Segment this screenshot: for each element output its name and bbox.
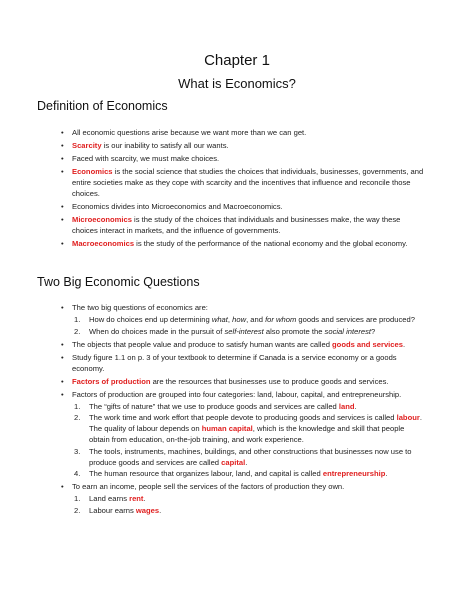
list-item: • Microeconomics is the study of the choices that individuals and businesses make, the way these choices interact in markets, and the influence of governments. bbox=[56, 215, 426, 237]
sub-list-item: 1. How do choices end up determining what, how, and for whom goods and services are produced? bbox=[74, 314, 415, 324]
term: Scarcity bbox=[72, 141, 102, 151]
term: Factors of production bbox=[72, 376, 151, 386]
list-item: • Faced with scarcity, we must make choices. bbox=[56, 154, 426, 165]
term: Economics bbox=[72, 167, 113, 177]
list-item: • Economics divides into Microeconomics and Macroeconomics. bbox=[56, 202, 426, 213]
section-heading-questions: Two Big Economic Questions bbox=[37, 275, 200, 289]
term: capital bbox=[221, 457, 246, 467]
term: land bbox=[338, 401, 355, 411]
list-item: • Macroeconomics is the study of the performance of the national economy and the global economy. bbox=[56, 239, 426, 250]
sub-list-item: 2. When do choices made in the pursuit of self-interest also promote the social interest? bbox=[74, 326, 376, 336]
list-item: • All economic questions arise because we want more than we can get. bbox=[56, 128, 426, 139]
sub-list-item: 1. The “gifts of nature” that we use to produce goods and services are called land. bbox=[74, 401, 357, 411]
list-item: • Factors of production are the resources that businesses use to produce goods and services. bbox=[56, 377, 426, 388]
sub-list-item: 1. Land earns rent. bbox=[74, 494, 146, 504]
definition-list bbox=[56, 128, 426, 252]
sub-list bbox=[72, 315, 426, 338]
questions-list bbox=[56, 303, 426, 519]
sub-list-item: 3. The tools, instruments, machines, buildings, and other constructions that businesses now use to produce goods and services are called capital. bbox=[74, 446, 412, 467]
term: wages bbox=[135, 506, 160, 516]
term: human capital bbox=[201, 424, 253, 434]
term: Microeconomics bbox=[72, 215, 132, 225]
sub-list-item: 4. The human resource that organizes labour, land, and capital is called entrepreneurship. bbox=[74, 469, 388, 479]
chapter-subtitle: What is Economics? bbox=[178, 76, 296, 91]
term: labour bbox=[396, 413, 420, 423]
term: entrepreneurship bbox=[322, 469, 386, 479]
term: Macroeconomics bbox=[72, 238, 135, 248]
term: rent bbox=[129, 494, 144, 504]
list-item: • Scarcity is our inability to satisfy all our wants. bbox=[56, 141, 426, 152]
list-item: • Study figure 1.1 on p. 3 of your textbook to determine if Canada is a service economy or a goods economy. bbox=[56, 353, 426, 375]
sub-list bbox=[72, 494, 426, 517]
list-item: • To earn an income, people sell the services of the factors of production they own. 1. Land earns rent. 2. Labour earns wages. bbox=[56, 482, 426, 516]
list-item: • Economics is the social science that studies the choices that individuals, businesses, governments, and entire societies make as they cope with scarcity and the incentives that influence and reconcile those choices. bbox=[56, 167, 426, 199]
sub-list-item: 2. Labour earns wages. bbox=[74, 506, 162, 516]
list-item: • Factors of production are grouped into four categories: land, labour, capital, and entrepreneurship. 1. The “gifts of nature” that we use to produce goods and services are called land. 2. The work time and work effort that people devote to producing goods and services is called labour. The quality of labour depends on human capital, which is the knowledge and skill that people obtain from education, on-the-job training, and work experience. 3. The tools, instruments, machines, buildings, and other constructions that businesses now use to produce goods and services are called capital. 4. The human resource that organizes labour, land, and capital is called entrepreneurship. bbox=[56, 390, 426, 480]
sub-list bbox=[72, 402, 426, 481]
section-heading-definition: Definition of Economics bbox=[37, 99, 168, 113]
chapter-title: Chapter 1 bbox=[204, 52, 270, 69]
sub-list-item: 2. The work time and work effort that people devote to producing goods and services is called labour. The quality of labour depends on human capital, which is the knowledge and skill that people obtain from education, on-the-job training, and work experience. bbox=[74, 413, 422, 444]
list-item: • The objects that people value and produce to satisfy human wants are called goods and services. bbox=[56, 340, 426, 351]
term: goods and services bbox=[332, 339, 403, 349]
list-item: • The two big questions of economics are: 1. How do choices end up determining what, how, and for whom goods and services are produced? 2. When do choices made in the pursuit of self-interest also promote the social interest? bbox=[56, 303, 426, 337]
